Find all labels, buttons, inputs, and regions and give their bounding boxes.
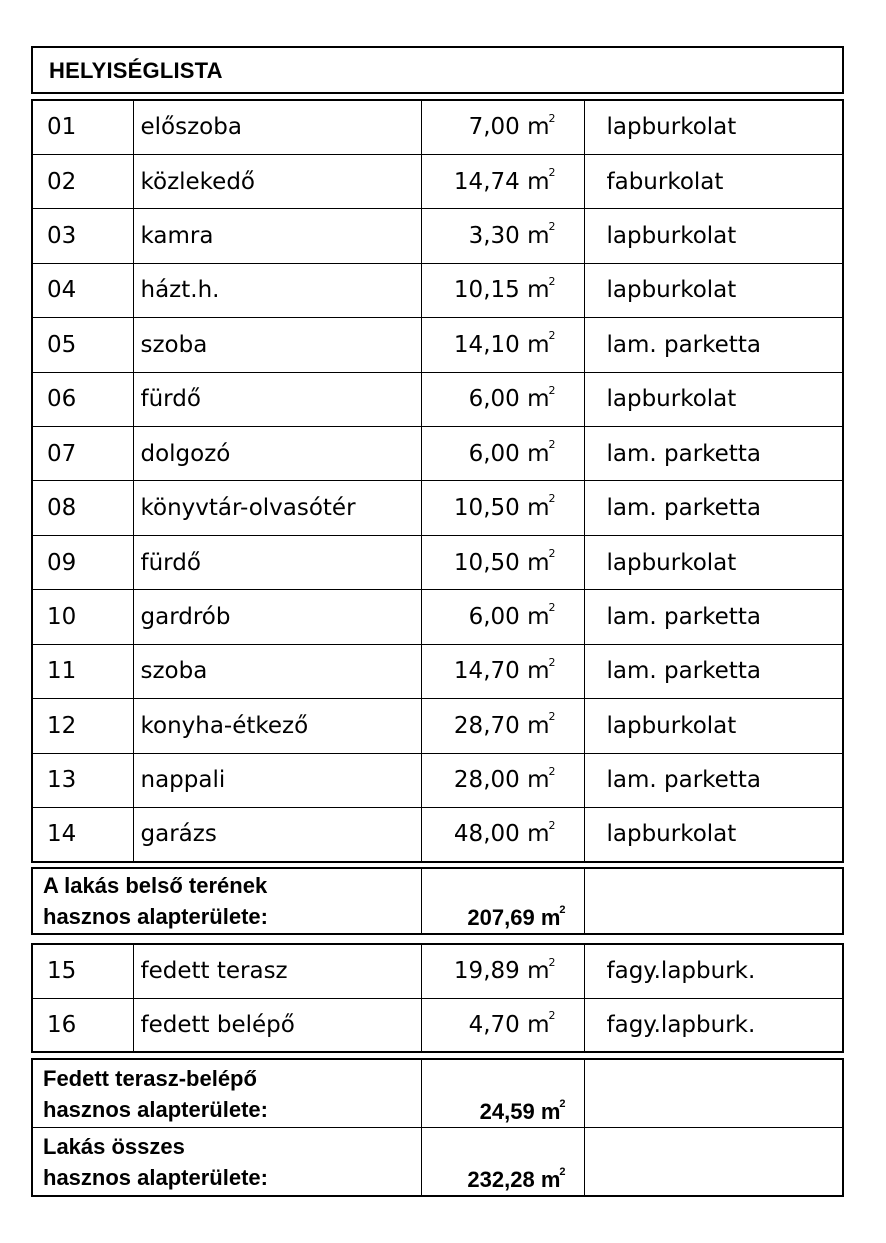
room-area	[421, 807, 584, 861]
table-row	[33, 154, 842, 208]
room-area-value: 14,10	[453, 331, 520, 358]
table-row	[33, 807, 842, 861]
room-name: nappali	[133, 753, 421, 807]
room-name: dolgozó	[133, 427, 421, 481]
unit-superscript: 2	[548, 329, 556, 343]
grand-total-empty	[584, 1128, 842, 1196]
interior-total-label-line2: hasznos alapterülete:	[43, 904, 268, 929]
covered-table-body	[33, 945, 842, 1051]
room-area-value: 6,00	[468, 440, 520, 467]
covered-total-label-line2: hasznos alapterülete:	[43, 1096, 268, 1122]
table-row	[33, 427, 842, 481]
unit: m	[527, 440, 550, 467]
room-material: lapburkolat	[584, 101, 842, 154]
room-number: 13	[33, 753, 133, 807]
table-row	[33, 699, 842, 753]
room-name: fedett belépő	[133, 998, 421, 1051]
grand-total-value	[421, 1128, 584, 1196]
interior-total-empty	[584, 869, 842, 933]
room-area	[421, 101, 584, 154]
room-name: gardrób	[133, 590, 421, 644]
interior-total-label-line1: A lakás belső terének	[43, 873, 268, 898]
unit: m	[527, 767, 550, 794]
unit-superscript: 2	[548, 764, 556, 778]
room-area	[421, 427, 584, 481]
unit-superscript: 2	[559, 1097, 566, 1110]
room-area	[421, 644, 584, 698]
unit: m	[527, 549, 550, 576]
unit: m	[527, 331, 550, 358]
unit: m	[527, 386, 550, 413]
room-name: közlekedő	[133, 154, 421, 208]
room-material: lam. parketta	[584, 427, 842, 481]
covered-table	[31, 943, 844, 1053]
room-number: 03	[33, 209, 133, 263]
room-number: 14	[33, 807, 133, 861]
unit-superscript: 2	[559, 1165, 566, 1178]
grand-total-row	[33, 1128, 842, 1196]
interior-total-label	[33, 869, 421, 933]
room-area-value: 3,30	[468, 223, 520, 250]
unit: m	[540, 1099, 561, 1124]
room-number: 10	[33, 590, 133, 644]
room-number: 07	[33, 427, 133, 481]
unit-superscript: 2	[548, 383, 556, 397]
table-row	[33, 263, 842, 317]
room-name: szoba	[133, 318, 421, 372]
room-name: szoba	[133, 644, 421, 698]
unit-superscript: 2	[548, 438, 556, 452]
room-area-value: 7,00	[468, 114, 520, 141]
room-area	[421, 318, 584, 372]
table-row	[33, 644, 842, 698]
interior-total-row	[33, 869, 842, 933]
grand-total-label-line2: hasznos alapterülete:	[43, 1164, 268, 1190]
covered-total-label-line1: Fedett terasz-belépő	[43, 1065, 257, 1091]
room-area-value: 6,00	[468, 603, 520, 630]
room-material: lam. parketta	[584, 318, 842, 372]
room-material: lapburkolat	[584, 535, 842, 589]
room-area-value: 48,00	[453, 821, 520, 848]
unit-superscript: 2	[548, 818, 556, 832]
interior-total-number: 207,69	[467, 905, 535, 930]
unit: m	[527, 1011, 550, 1038]
unit-superscript: 2	[548, 546, 556, 560]
room-area	[421, 372, 584, 426]
title-box	[31, 46, 844, 94]
room-area	[421, 263, 584, 317]
table-row	[33, 209, 842, 263]
room-area	[421, 998, 584, 1051]
unit-superscript: 2	[548, 601, 556, 615]
unit-superscript: 2	[548, 492, 556, 506]
room-number: 04	[33, 263, 133, 317]
room-area-value: 10,15	[453, 277, 520, 304]
covered-total-row	[33, 1060, 842, 1128]
room-number: 06	[33, 372, 133, 426]
room-number: 01	[33, 101, 133, 154]
totals-box	[31, 1058, 844, 1197]
room-number: 02	[33, 154, 133, 208]
room-name: garázs	[133, 807, 421, 861]
unit: m	[540, 1167, 561, 1192]
room-name: fedett terasz	[133, 945, 421, 998]
unit: m	[527, 277, 550, 304]
room-number: 08	[33, 481, 133, 535]
room-area	[421, 535, 584, 589]
room-area	[421, 481, 584, 535]
room-name: fürdő	[133, 372, 421, 426]
interior-total-box	[31, 867, 844, 935]
room-material: lam. parketta	[584, 481, 842, 535]
room-material: lam. parketta	[584, 590, 842, 644]
room-material: lam. parketta	[584, 644, 842, 698]
table-row	[33, 372, 842, 426]
room-area-value: 14,74	[453, 168, 520, 195]
covered-total-label	[33, 1060, 421, 1128]
room-area-value: 10,50	[453, 495, 520, 522]
interior-total-value	[421, 869, 584, 933]
room-material: lapburkolat	[584, 263, 842, 317]
room-number: 16	[33, 998, 133, 1051]
room-number: 11	[33, 644, 133, 698]
room-number: 09	[33, 535, 133, 589]
unit-superscript: 2	[548, 710, 556, 724]
room-area	[421, 154, 584, 208]
table-row	[33, 318, 842, 372]
grand-total-label-line1: Lakás összes	[43, 1133, 185, 1159]
covered-total-number: 24,59	[479, 1099, 535, 1124]
room-area-value: 28,70	[453, 712, 520, 739]
table-row	[33, 998, 842, 1051]
unit-superscript: 2	[548, 1009, 556, 1023]
unit-superscript: 2	[559, 903, 566, 916]
room-name: kamra	[133, 209, 421, 263]
room-area-value: 28,00	[453, 767, 520, 794]
room-number: 05	[33, 318, 133, 372]
room-name: fürdő	[133, 535, 421, 589]
room-table-body	[33, 101, 842, 861]
unit-superscript: 2	[548, 955, 556, 969]
table-row	[33, 590, 842, 644]
room-area-value: 6,00	[468, 386, 520, 413]
room-material: lapburkolat	[584, 209, 842, 263]
unit: m	[527, 821, 550, 848]
room-material: fagy.lapburk.	[584, 945, 842, 998]
unit: m	[527, 168, 550, 195]
room-area-value: 10,50	[453, 549, 520, 576]
room-area	[421, 945, 584, 998]
table-row	[33, 945, 842, 998]
unit-superscript: 2	[548, 274, 556, 288]
room-area	[421, 699, 584, 753]
covered-total-empty	[584, 1060, 842, 1128]
room-area	[421, 209, 584, 263]
room-area-value: 4,70	[468, 1011, 520, 1038]
room-name: könyvtár-olvasótér	[133, 481, 421, 535]
room-area-value: 19,89	[453, 958, 520, 985]
room-material: lapburkolat	[584, 372, 842, 426]
room-area-value: 14,70	[453, 658, 520, 685]
grand-total-number: 232,28	[467, 1167, 535, 1192]
room-material: lapburkolat	[584, 699, 842, 753]
room-area	[421, 590, 584, 644]
table-row	[33, 753, 842, 807]
grand-total-label	[33, 1128, 421, 1196]
unit: m	[527, 658, 550, 685]
room-table	[31, 99, 844, 863]
page-title: HELYISÉGLISTA	[49, 58, 223, 83]
covered-total-value	[421, 1060, 584, 1128]
unit: m	[527, 223, 550, 250]
room-material: lam. parketta	[584, 753, 842, 807]
unit-superscript: 2	[548, 165, 556, 179]
room-name: konyha-étkező	[133, 699, 421, 753]
table-row	[33, 481, 842, 535]
room-number: 15	[33, 945, 133, 998]
unit: m	[527, 495, 550, 522]
room-area	[421, 753, 584, 807]
unit-superscript: 2	[548, 655, 556, 669]
table-row	[33, 535, 842, 589]
room-name: házt.h.	[133, 263, 421, 317]
room-material: fagy.lapburk.	[584, 998, 842, 1051]
room-name: előszoba	[133, 101, 421, 154]
unit: m	[527, 114, 550, 141]
unit: m	[527, 712, 550, 739]
unit-superscript: 2	[548, 111, 556, 125]
unit-superscript: 2	[548, 220, 556, 234]
unit: m	[527, 603, 550, 630]
table-row	[33, 101, 842, 154]
room-material: lapburkolat	[584, 807, 842, 861]
room-material: faburkolat	[584, 154, 842, 208]
unit: m	[527, 958, 550, 985]
room-number: 12	[33, 699, 133, 753]
unit: m	[540, 905, 561, 930]
